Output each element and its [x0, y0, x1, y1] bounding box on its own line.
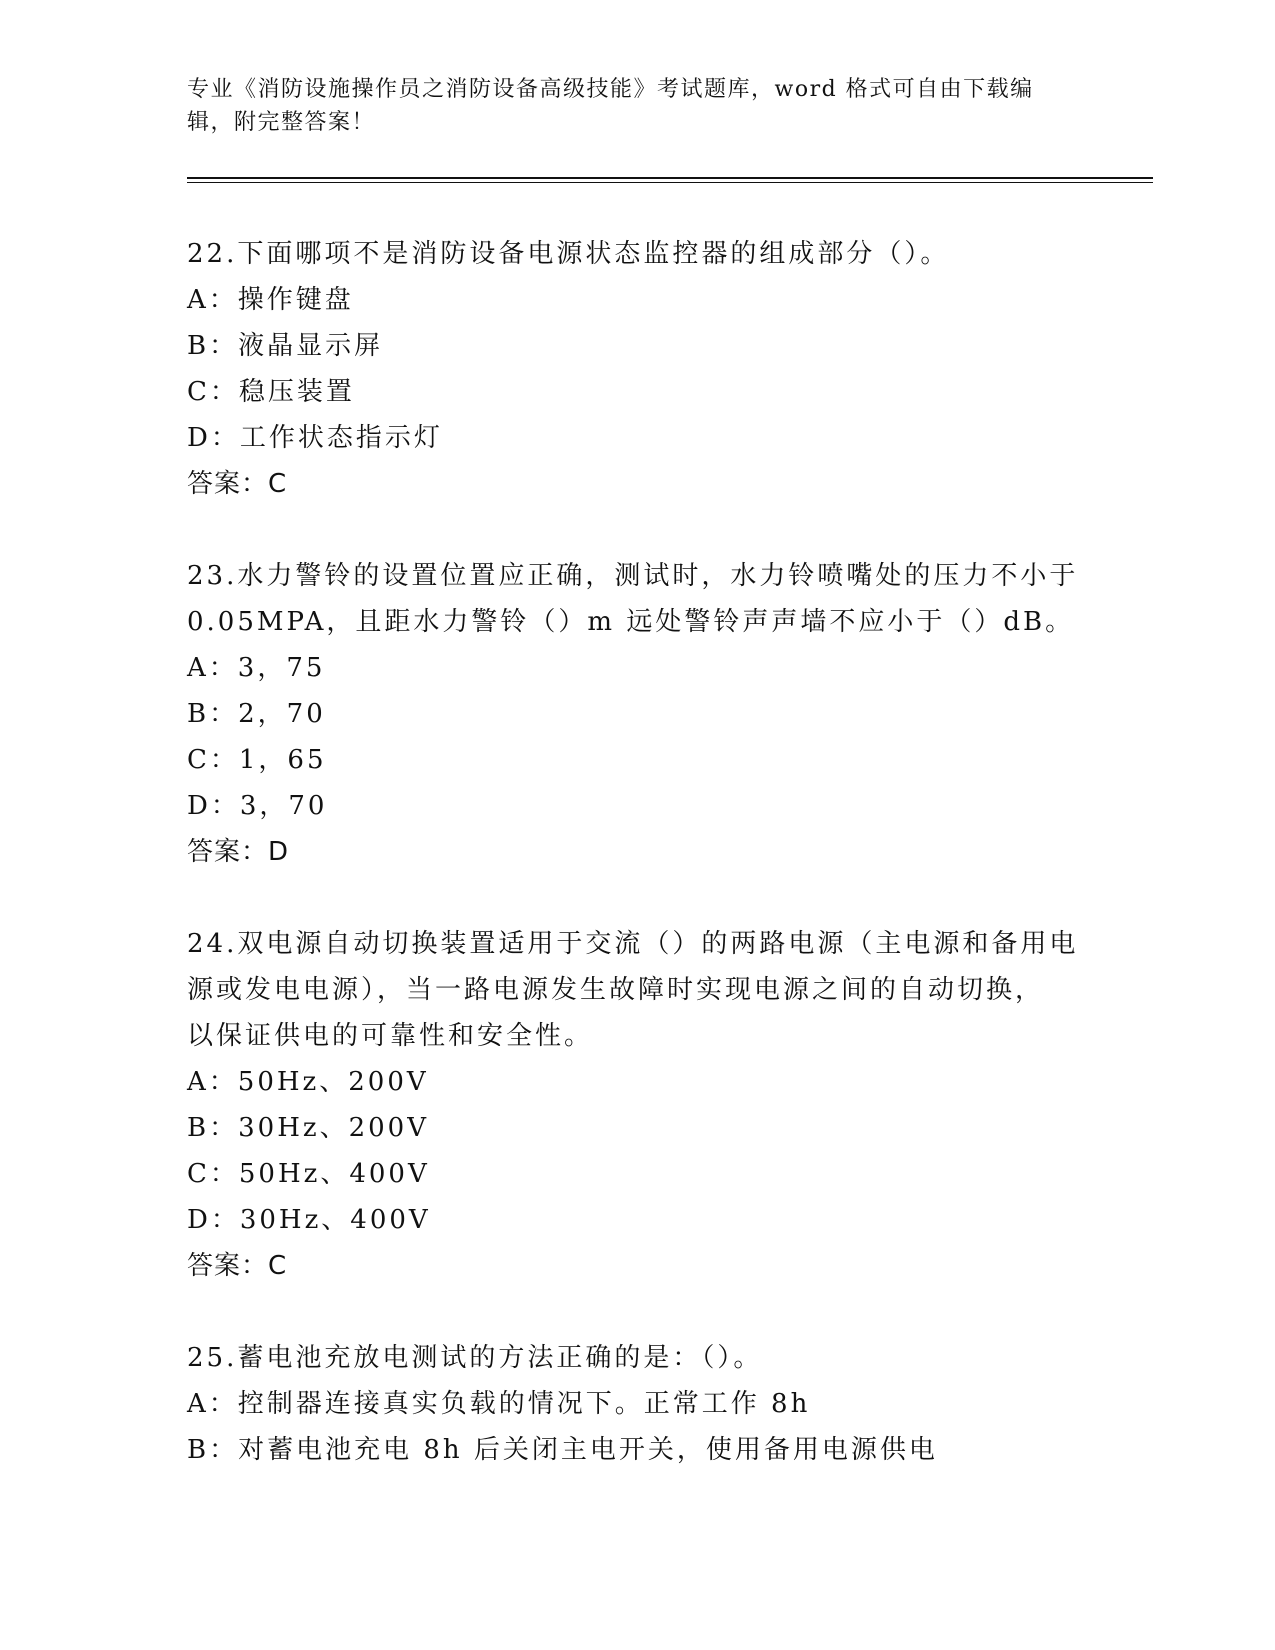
question-25 — [187, 1335, 1087, 1473]
option-a: A：50Hz、200V — [187, 1067, 429, 1097]
option-b: B：液晶显示屏 — [187, 331, 384, 361]
stem-line: 25.蓄电池充放电测试的方法正确的是：（）。 — [187, 1343, 763, 1373]
option-b: B：2，70 — [187, 699, 326, 729]
option-a: A：3，75 — [187, 653, 326, 683]
stem-line: 源或发电电源），当一路电源发生故障时实现电源之间的自动切换， — [187, 975, 1045, 1005]
option-a: A：控制器连接真实负载的情况下。正常工作 8h — [187, 1389, 811, 1419]
option-c: C：1，65 — [187, 745, 327, 775]
question-list — [187, 231, 1087, 1519]
option-d: D：30Hz、400V — [187, 1205, 431, 1235]
option-d: D：工作状态指示灯 — [187, 423, 443, 453]
option-c: C：50Hz、400V — [187, 1159, 430, 1189]
stem-line: 23.水力警铃的设置位置应正确，测试时，水力铃喷嘴处的压力不小于 — [187, 561, 1079, 591]
option-d: D：3，70 — [187, 791, 328, 821]
question-22 — [187, 231, 1087, 507]
answer: 答案：C — [187, 1251, 288, 1281]
header-line-2: 辑，附完整答案！ — [187, 110, 376, 135]
stem-line: 0.05MPA，且距水力警铃（）m 远处警铃声声墙不应小于（）dB。 — [187, 607, 1075, 637]
question-24 — [187, 921, 1087, 1289]
answer: 答案：C — [187, 469, 288, 499]
answer: 答案：D — [187, 837, 290, 867]
question-23 — [187, 553, 1087, 875]
question-stem — [187, 231, 1087, 277]
header-divider-thin — [187, 182, 1153, 183]
stem-line: 24.双电源自动切换装置适用于交流（）的两路电源（主电源和备用电 — [187, 929, 1079, 959]
question-stem — [187, 553, 1087, 645]
option-b: B：30Hz、200V — [187, 1113, 429, 1143]
option-c: C：稳压装置 — [187, 377, 355, 407]
question-stem — [187, 1335, 1087, 1381]
stem-line: 以保证供电的可靠性和安全性。 — [187, 1021, 594, 1051]
question-stem — [187, 921, 1087, 1059]
document-header — [187, 73, 1067, 139]
stem-line: 22.下面哪项不是消防设备电源状态监控器的组成部分（）。 — [187, 239, 950, 269]
option-b: B：对蓄电池充电 8h 后关闭主电开关，使用备用电源供电 — [187, 1435, 938, 1465]
option-a: A：操作键盘 — [187, 285, 354, 315]
header-line-1: 专业《消防设施操作员之消防设备高级技能》考试题库，word 格式可自由下载编 — [187, 77, 1034, 102]
header-divider-thick — [187, 177, 1153, 179]
